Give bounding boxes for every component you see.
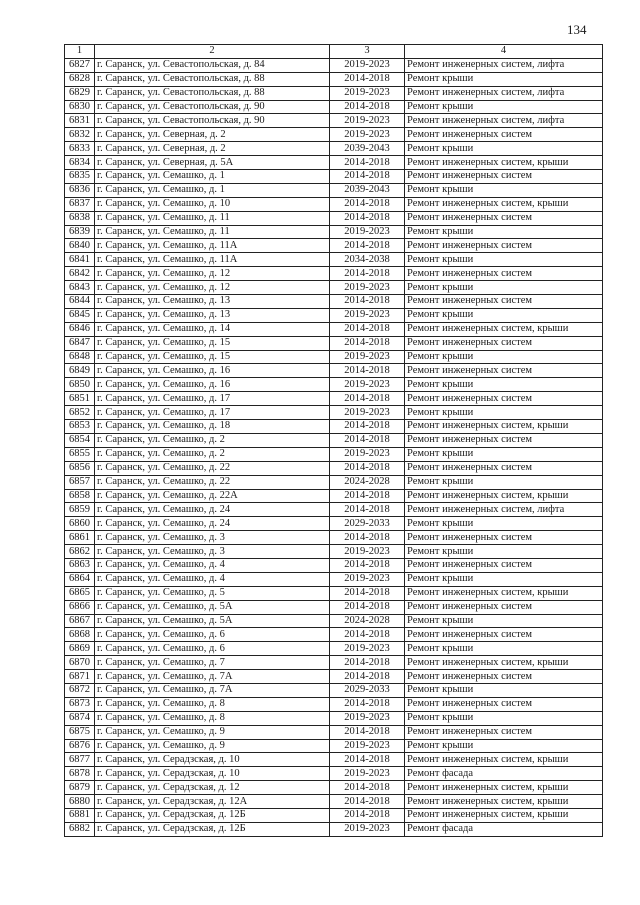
row-address: г. Саранск, ул. Семашко, д. 8 bbox=[95, 697, 330, 711]
row-address: г. Саранск, ул. Семашко, д. 18 bbox=[95, 420, 330, 434]
row-number: 6870 bbox=[65, 656, 95, 670]
repair-schedule-table bbox=[64, 44, 603, 837]
row-number: 6841 bbox=[65, 253, 95, 267]
row-period: 2014-2018 bbox=[330, 156, 405, 170]
row-number: 6831 bbox=[65, 114, 95, 128]
row-address: г. Саранск, ул. Северная, д. 2 bbox=[95, 128, 330, 142]
row-work-type: Ремонт инженерных систем bbox=[405, 531, 603, 545]
table-row bbox=[65, 447, 603, 461]
table-row bbox=[65, 433, 603, 447]
row-number: 6881 bbox=[65, 808, 95, 822]
row-address: г. Саранск, ул. Серадзская, д. 12А bbox=[95, 795, 330, 809]
row-work-type: Ремонт крыши bbox=[405, 447, 603, 461]
row-work-type: Ремонт инженерных систем, крыши bbox=[405, 197, 603, 211]
row-address: г. Саранск, ул. Семашко, д. 11А bbox=[95, 253, 330, 267]
table-row bbox=[65, 711, 603, 725]
table-row bbox=[65, 475, 603, 489]
row-period: 2019-2023 bbox=[330, 58, 405, 72]
row-work-type: Ремонт инженерных систем bbox=[405, 461, 603, 475]
row-work-type: Ремонт крыши bbox=[405, 572, 603, 586]
row-period: 2019-2023 bbox=[330, 767, 405, 781]
row-number: 6863 bbox=[65, 558, 95, 572]
table-row bbox=[65, 586, 603, 600]
table-row bbox=[65, 128, 603, 142]
row-number: 6864 bbox=[65, 572, 95, 586]
row-address: г. Саранск, ул. Северная, д. 5А bbox=[95, 156, 330, 170]
row-period: 2019-2023 bbox=[330, 447, 405, 461]
row-work-type: Ремонт инженерных систем bbox=[405, 433, 603, 447]
row-number: 6857 bbox=[65, 475, 95, 489]
row-address: г. Саранск, ул. Севастопольская, д. 88 bbox=[95, 86, 330, 100]
row-number: 6872 bbox=[65, 683, 95, 697]
row-work-type: Ремонт крыши bbox=[405, 183, 603, 197]
row-period: 2014-2018 bbox=[330, 558, 405, 572]
row-number: 6871 bbox=[65, 670, 95, 684]
table-row bbox=[65, 767, 603, 781]
row-period: 2014-2018 bbox=[330, 336, 405, 350]
row-period: 2039-2043 bbox=[330, 183, 405, 197]
table-row bbox=[65, 725, 603, 739]
table-row bbox=[65, 225, 603, 239]
row-work-type: Ремонт крыши bbox=[405, 683, 603, 697]
table-row bbox=[65, 295, 603, 309]
row-period: 2014-2018 bbox=[330, 503, 405, 517]
row-period: 2014-2018 bbox=[330, 725, 405, 739]
row-address: г. Саранск, ул. Севастопольская, д. 84 bbox=[95, 58, 330, 72]
row-address: г. Саранск, ул. Семашко, д. 8 bbox=[95, 711, 330, 725]
row-work-type: Ремонт фасада bbox=[405, 767, 603, 781]
row-address: г. Саранск, ул. Семашко, д. 4 bbox=[95, 558, 330, 572]
table-row bbox=[65, 253, 603, 267]
row-number: 6839 bbox=[65, 225, 95, 239]
row-work-type: Ремонт инженерных систем, крыши bbox=[405, 322, 603, 336]
row-address: г. Саранск, ул. Серадзская, д. 12Б bbox=[95, 808, 330, 822]
row-work-type: Ремонт инженерных систем, лифта bbox=[405, 58, 603, 72]
row-number: 6847 bbox=[65, 336, 95, 350]
row-work-type: Ремонт инженерных систем bbox=[405, 392, 603, 406]
row-number: 6848 bbox=[65, 350, 95, 364]
table-row bbox=[65, 281, 603, 295]
row-work-type: Ремонт инженерных систем bbox=[405, 725, 603, 739]
page-number: 134 bbox=[567, 22, 587, 37]
row-work-type: Ремонт крыши bbox=[405, 378, 603, 392]
row-number: 6862 bbox=[65, 545, 95, 559]
table-row bbox=[65, 420, 603, 434]
row-address: г. Саранск, ул. Семашко, д. 9 bbox=[95, 725, 330, 739]
row-work-type: Ремонт инженерных систем, крыши bbox=[405, 795, 603, 809]
row-work-type: Ремонт крыши bbox=[405, 406, 603, 420]
row-address: г. Саранск, ул. Серадзская, д. 10 bbox=[95, 767, 330, 781]
row-address: г. Саранск, ул. Семашко, д. 24 bbox=[95, 503, 330, 517]
row-period: 2014-2018 bbox=[330, 489, 405, 503]
row-number: 6849 bbox=[65, 364, 95, 378]
row-number: 6854 bbox=[65, 433, 95, 447]
row-period: 2019-2023 bbox=[330, 406, 405, 420]
row-address: г. Саранск, ул. Севастопольская, д. 88 bbox=[95, 72, 330, 86]
row-period: 2014-2018 bbox=[330, 392, 405, 406]
row-work-type: Ремонт инженерных систем, крыши bbox=[405, 586, 603, 600]
row-work-type: Ремонт фасада bbox=[405, 822, 603, 836]
table-row bbox=[65, 114, 603, 128]
row-address: г. Саранск, ул. Семашко, д. 13 bbox=[95, 308, 330, 322]
row-period: 2014-2018 bbox=[330, 795, 405, 809]
row-work-type: Ремонт крыши bbox=[405, 517, 603, 531]
row-work-type: Ремонт крыши bbox=[405, 545, 603, 559]
row-work-type: Ремонт крыши bbox=[405, 100, 603, 114]
row-period: 2024-2028 bbox=[330, 614, 405, 628]
row-address: г. Саранск, ул. Семашко, д. 22А bbox=[95, 489, 330, 503]
row-work-type: Ремонт инженерных систем, крыши bbox=[405, 781, 603, 795]
row-number: 6838 bbox=[65, 211, 95, 225]
row-address: г. Саранск, ул. Семашко, д. 7А bbox=[95, 670, 330, 684]
row-number: 6829 bbox=[65, 86, 95, 100]
table-row bbox=[65, 781, 603, 795]
row-work-type: Ремонт инженерных систем bbox=[405, 239, 603, 253]
row-address: г. Саранск, ул. Семашко, д. 11 bbox=[95, 225, 330, 239]
table-row bbox=[65, 239, 603, 253]
row-address: г. Саранск, ул. Семашко, д. 5А bbox=[95, 614, 330, 628]
row-address: г. Саранск, ул. Серадзская, д. 12 bbox=[95, 781, 330, 795]
row-number: 6836 bbox=[65, 183, 95, 197]
row-number: 6858 bbox=[65, 489, 95, 503]
row-period: 2014-2018 bbox=[330, 420, 405, 434]
row-number: 6859 bbox=[65, 503, 95, 517]
row-address: г. Саранск, ул. Семашко, д. 3 bbox=[95, 545, 330, 559]
row-work-type: Ремонт крыши bbox=[405, 308, 603, 322]
row-address: г. Саранск, ул. Семашко, д. 5А bbox=[95, 600, 330, 614]
row-number: 6865 bbox=[65, 586, 95, 600]
row-period: 2019-2023 bbox=[330, 572, 405, 586]
row-number: 6860 bbox=[65, 517, 95, 531]
row-work-type: Ремонт инженерных систем bbox=[405, 628, 603, 642]
row-period: 2014-2018 bbox=[330, 697, 405, 711]
row-period: 2014-2018 bbox=[330, 781, 405, 795]
table-row bbox=[65, 545, 603, 559]
row-number: 6837 bbox=[65, 197, 95, 211]
table-row bbox=[65, 267, 603, 281]
row-period: 2024-2028 bbox=[330, 475, 405, 489]
row-address: г. Саранск, ул. Семашко, д. 11 bbox=[95, 211, 330, 225]
row-work-type: Ремонт инженерных систем bbox=[405, 211, 603, 225]
table-row bbox=[65, 392, 603, 406]
row-number: 6876 bbox=[65, 739, 95, 753]
row-period: 2014-2018 bbox=[330, 100, 405, 114]
row-number: 6874 bbox=[65, 711, 95, 725]
row-address: г. Саранск, ул. Семашко, д. 3 bbox=[95, 531, 330, 545]
table-row bbox=[65, 697, 603, 711]
row-work-type: Ремонт инженерных систем bbox=[405, 670, 603, 684]
row-period: 2014-2018 bbox=[330, 295, 405, 309]
table-row bbox=[65, 642, 603, 656]
row-address: г. Саранск, ул. Семашко, д. 1 bbox=[95, 183, 330, 197]
column-header-period: 3 bbox=[330, 45, 405, 59]
row-address: г. Саранск, ул. Семашко, д. 13 bbox=[95, 295, 330, 309]
row-address: г. Саранск, ул. Семашко, д. 14 bbox=[95, 322, 330, 336]
row-address: г. Саранск, ул. Севастопольская, д. 90 bbox=[95, 114, 330, 128]
table-row bbox=[65, 86, 603, 100]
row-period: 2019-2023 bbox=[330, 739, 405, 753]
row-work-type: Ремонт инженерных систем, крыши bbox=[405, 753, 603, 767]
row-address: г. Саранск, ул. Семашко, д. 16 bbox=[95, 378, 330, 392]
table-header-row bbox=[65, 45, 603, 59]
row-work-type: Ремонт инженерных систем, лифта bbox=[405, 86, 603, 100]
row-address: г. Саранск, ул. Семашко, д. 12 bbox=[95, 267, 330, 281]
row-number: 6877 bbox=[65, 753, 95, 767]
row-number: 6861 bbox=[65, 531, 95, 545]
row-work-type: Ремонт крыши bbox=[405, 225, 603, 239]
row-work-type: Ремонт инженерных систем, лифта bbox=[405, 503, 603, 517]
row-address: г. Саранск, ул. Семашко, д. 17 bbox=[95, 406, 330, 420]
row-period: 2039-2043 bbox=[330, 142, 405, 156]
table-row bbox=[65, 156, 603, 170]
row-period: 2014-2018 bbox=[330, 656, 405, 670]
row-number: 6879 bbox=[65, 781, 95, 795]
row-number: 6868 bbox=[65, 628, 95, 642]
row-address: г. Саранск, ул. Семашко, д. 2 bbox=[95, 447, 330, 461]
row-period: 2029-2033 bbox=[330, 517, 405, 531]
row-period: 2014-2018 bbox=[330, 239, 405, 253]
row-work-type: Ремонт крыши bbox=[405, 739, 603, 753]
row-number: 6882 bbox=[65, 822, 95, 836]
table-row bbox=[65, 600, 603, 614]
row-period: 2014-2018 bbox=[330, 461, 405, 475]
table-row bbox=[65, 531, 603, 545]
row-work-type: Ремонт крыши bbox=[405, 72, 603, 86]
row-work-type: Ремонт крыши bbox=[405, 281, 603, 295]
row-address: г. Саранск, ул. Семашко, д. 15 bbox=[95, 336, 330, 350]
row-number: 6852 bbox=[65, 406, 95, 420]
table-row bbox=[65, 808, 603, 822]
row-address: г. Саранск, ул. Семашко, д. 1 bbox=[95, 170, 330, 184]
table-row bbox=[65, 197, 603, 211]
row-number: 6830 bbox=[65, 100, 95, 114]
row-number: 6867 bbox=[65, 614, 95, 628]
table-row bbox=[65, 670, 603, 684]
table-row bbox=[65, 683, 603, 697]
row-period: 2019-2023 bbox=[330, 350, 405, 364]
table-row bbox=[65, 461, 603, 475]
row-period: 2014-2018 bbox=[330, 531, 405, 545]
table-row bbox=[65, 614, 603, 628]
row-work-type: Ремонт крыши bbox=[405, 142, 603, 156]
table-row bbox=[65, 739, 603, 753]
row-address: г. Саранск, ул. Семашко, д. 17 bbox=[95, 392, 330, 406]
row-number: 6878 bbox=[65, 767, 95, 781]
row-work-type: Ремонт инженерных систем bbox=[405, 558, 603, 572]
row-address: г. Саранск, ул. Семашко, д. 5 bbox=[95, 586, 330, 600]
row-address: г. Саранск, ул. Семашко, д. 24 bbox=[95, 517, 330, 531]
row-period: 2014-2018 bbox=[330, 433, 405, 447]
row-number: 6840 bbox=[65, 239, 95, 253]
row-work-type: Ремонт инженерных систем bbox=[405, 600, 603, 614]
row-number: 6873 bbox=[65, 697, 95, 711]
row-address: г. Саранск, ул. Семашко, д. 7 bbox=[95, 656, 330, 670]
row-period: 2014-2018 bbox=[330, 808, 405, 822]
table-row bbox=[65, 72, 603, 86]
row-period: 2019-2023 bbox=[330, 128, 405, 142]
row-period: 2014-2018 bbox=[330, 753, 405, 767]
row-work-type: Ремонт инженерных систем bbox=[405, 267, 603, 281]
row-period: 2019-2023 bbox=[330, 822, 405, 836]
row-number: 6843 bbox=[65, 281, 95, 295]
row-number: 6875 bbox=[65, 725, 95, 739]
table-row bbox=[65, 142, 603, 156]
table-row bbox=[65, 503, 603, 517]
row-work-type: Ремонт инженерных систем bbox=[405, 170, 603, 184]
row-address: г. Саранск, ул. Севастопольская, д. 90 bbox=[95, 100, 330, 114]
table-row bbox=[65, 558, 603, 572]
row-period: 2014-2018 bbox=[330, 628, 405, 642]
row-number: 6845 bbox=[65, 308, 95, 322]
row-work-type: Ремонт крыши bbox=[405, 253, 603, 267]
row-period: 2019-2023 bbox=[330, 545, 405, 559]
column-header-address: 2 bbox=[95, 45, 330, 59]
row-period: 2014-2018 bbox=[330, 600, 405, 614]
row-number: 6832 bbox=[65, 128, 95, 142]
row-work-type: Ремонт инженерных систем, крыши bbox=[405, 808, 603, 822]
row-period: 2014-2018 bbox=[330, 586, 405, 600]
table-row bbox=[65, 822, 603, 836]
row-period: 2014-2018 bbox=[330, 322, 405, 336]
row-number: 6846 bbox=[65, 322, 95, 336]
table-row bbox=[65, 656, 603, 670]
table-body bbox=[65, 58, 603, 836]
table-row bbox=[65, 350, 603, 364]
table-row bbox=[65, 170, 603, 184]
table-row bbox=[65, 100, 603, 114]
table-row bbox=[65, 183, 603, 197]
row-period: 2014-2018 bbox=[330, 267, 405, 281]
row-work-type: Ремонт инженерных систем bbox=[405, 128, 603, 142]
row-period: 2014-2018 bbox=[330, 670, 405, 684]
row-number: 6842 bbox=[65, 267, 95, 281]
row-period: 2019-2023 bbox=[330, 114, 405, 128]
row-number: 6833 bbox=[65, 142, 95, 156]
row-work-type: Ремонт инженерных систем bbox=[405, 295, 603, 309]
row-address: г. Саранск, ул. Семашко, д. 9 bbox=[95, 739, 330, 753]
row-period: 2019-2023 bbox=[330, 281, 405, 295]
table-row bbox=[65, 308, 603, 322]
row-number: 6880 bbox=[65, 795, 95, 809]
row-work-type: Ремонт инженерных систем, крыши bbox=[405, 420, 603, 434]
row-work-type: Ремонт инженерных систем, крыши bbox=[405, 489, 603, 503]
row-work-type: Ремонт инженерных систем, крыши bbox=[405, 656, 603, 670]
row-address: г. Саранск, ул. Семашко, д. 6 bbox=[95, 628, 330, 642]
row-address: г. Саранск, ул. Семашко, д. 12 bbox=[95, 281, 330, 295]
table-row bbox=[65, 364, 603, 378]
row-period: 2034-2038 bbox=[330, 253, 405, 267]
table-row bbox=[65, 753, 603, 767]
table-row bbox=[65, 572, 603, 586]
table-row bbox=[65, 322, 603, 336]
row-period: 2014-2018 bbox=[330, 211, 405, 225]
row-number: 6855 bbox=[65, 447, 95, 461]
row-address: г. Саранск, ул. Северная, д. 2 bbox=[95, 142, 330, 156]
row-address: г. Саранск, ул. Семашко, д. 22 bbox=[95, 461, 330, 475]
row-address: г. Саранск, ул. Серадзская, д. 10 bbox=[95, 753, 330, 767]
row-period: 2019-2023 bbox=[330, 225, 405, 239]
row-work-type: Ремонт крыши bbox=[405, 642, 603, 656]
row-address: г. Саранск, ул. Семашко, д. 10 bbox=[95, 197, 330, 211]
row-number: 6866 bbox=[65, 600, 95, 614]
row-address: г. Саранск, ул. Семашко, д. 16 bbox=[95, 364, 330, 378]
row-work-type: Ремонт инженерных систем, лифта bbox=[405, 114, 603, 128]
row-address: г. Саранск, ул. Семашко, д. 2 bbox=[95, 433, 330, 447]
row-number: 6834 bbox=[65, 156, 95, 170]
table-row bbox=[65, 795, 603, 809]
row-address: г. Саранск, ул. Серадзская, д. 12Б bbox=[95, 822, 330, 836]
row-period: 2019-2023 bbox=[330, 308, 405, 322]
row-period: 2019-2023 bbox=[330, 378, 405, 392]
row-work-type: Ремонт крыши bbox=[405, 350, 603, 364]
row-number: 6851 bbox=[65, 392, 95, 406]
row-number: 6827 bbox=[65, 58, 95, 72]
column-header-number: 1 bbox=[65, 45, 95, 59]
row-number: 6856 bbox=[65, 461, 95, 475]
row-address: г. Саранск, ул. Семашко, д. 15 bbox=[95, 350, 330, 364]
column-header-work-type: 4 bbox=[405, 45, 603, 59]
table-row bbox=[65, 489, 603, 503]
row-number: 6844 bbox=[65, 295, 95, 309]
row-address: г. Саранск, ул. Семашко, д. 22 bbox=[95, 475, 330, 489]
row-number: 6853 bbox=[65, 420, 95, 434]
row-work-type: Ремонт инженерных систем bbox=[405, 364, 603, 378]
table-row bbox=[65, 406, 603, 420]
row-period: 2014-2018 bbox=[330, 364, 405, 378]
row-number: 6835 bbox=[65, 170, 95, 184]
row-work-type: Ремонт крыши bbox=[405, 475, 603, 489]
row-period: 2014-2018 bbox=[330, 197, 405, 211]
table-row bbox=[65, 336, 603, 350]
row-work-type: Ремонт инженерных систем bbox=[405, 336, 603, 350]
row-period: 2019-2023 bbox=[330, 86, 405, 100]
table-row bbox=[65, 517, 603, 531]
row-period: 2014-2018 bbox=[330, 170, 405, 184]
row-number: 6850 bbox=[65, 378, 95, 392]
row-work-type: Ремонт крыши bbox=[405, 614, 603, 628]
table-row bbox=[65, 58, 603, 72]
row-address: г. Саранск, ул. Семашко, д. 6 bbox=[95, 642, 330, 656]
row-period: 2019-2023 bbox=[330, 711, 405, 725]
row-period: 2014-2018 bbox=[330, 72, 405, 86]
table-row bbox=[65, 378, 603, 392]
row-number: 6828 bbox=[65, 72, 95, 86]
row-address: г. Саранск, ул. Семашко, д. 7А bbox=[95, 683, 330, 697]
row-address: г. Саранск, ул. Семашко, д. 11А bbox=[95, 239, 330, 253]
row-period: 2019-2023 bbox=[330, 642, 405, 656]
row-number: 6869 bbox=[65, 642, 95, 656]
table-row bbox=[65, 211, 603, 225]
row-work-type: Ремонт инженерных систем, крыши bbox=[405, 156, 603, 170]
row-period: 2029-2033 bbox=[330, 683, 405, 697]
row-address: г. Саранск, ул. Семашко, д. 4 bbox=[95, 572, 330, 586]
row-work-type: Ремонт крыши bbox=[405, 711, 603, 725]
row-work-type: Ремонт инженерных систем bbox=[405, 697, 603, 711]
table-row bbox=[65, 628, 603, 642]
